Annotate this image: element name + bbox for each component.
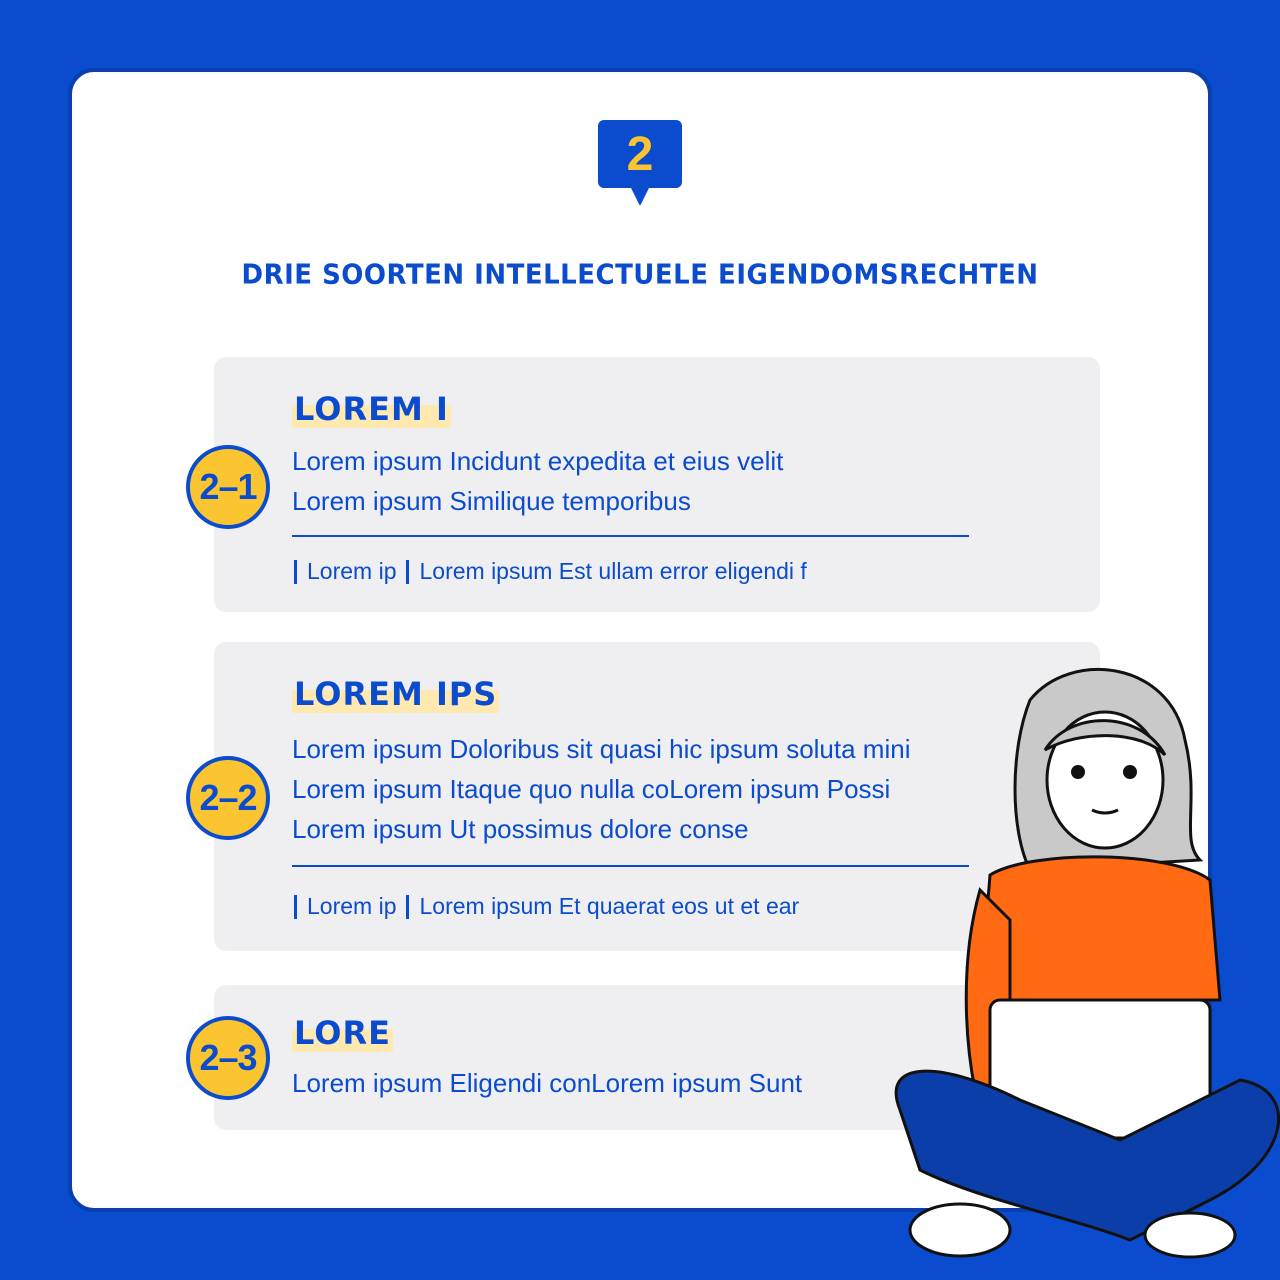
section-line: Lorem ipsum Incidunt expedita et eius velit (292, 446, 784, 476)
meta-label: Lorem ip (307, 893, 397, 919)
divider (406, 560, 409, 584)
section-number-3: 2–3 (186, 1016, 270, 1100)
section-number-1: 2–1 (186, 445, 270, 529)
section-number-2: 2–2 (186, 756, 270, 840)
section-heading-1: LOREM I (294, 390, 449, 428)
divider (406, 895, 409, 919)
section-line: Lorem ipsum Ut possimus dolore conse (292, 814, 749, 844)
section-line: Lorem ipsum Similique temporibus (292, 486, 691, 516)
woman-with-laptop-illustration (880, 660, 1280, 1280)
section-number-badge: 2 (598, 120, 682, 188)
section-line: Lorem ipsum Doloribus sit quasi hic ipsum soluta mini (292, 734, 911, 764)
section-meta-2 (294, 893, 799, 920)
divider (294, 895, 297, 919)
divider (294, 560, 297, 584)
divider (292, 535, 969, 537)
meta-label: Lorem ip (307, 558, 397, 584)
section-line: Lorem ipsum Eligendi conLorem ipsum Sunt (292, 1068, 803, 1098)
section-meta-1 (294, 558, 807, 585)
section-line: Lorem ipsum Itaque quo nulla coLorem ipsum Possi (292, 774, 891, 804)
section-heading-3: LORE (294, 1014, 391, 1052)
meta-text: Lorem ipsum Et quaerat eos ut et ear (419, 893, 800, 919)
page-title: DRIE SOORTEN INTELLECTUELE EIGENDOMSRECHTEN (241, 259, 1039, 291)
meta-text: Lorem ipsum Est ullam error eligendi f (419, 558, 807, 584)
divider (292, 865, 969, 867)
section-heading-2: LOREM IPS (294, 675, 498, 713)
